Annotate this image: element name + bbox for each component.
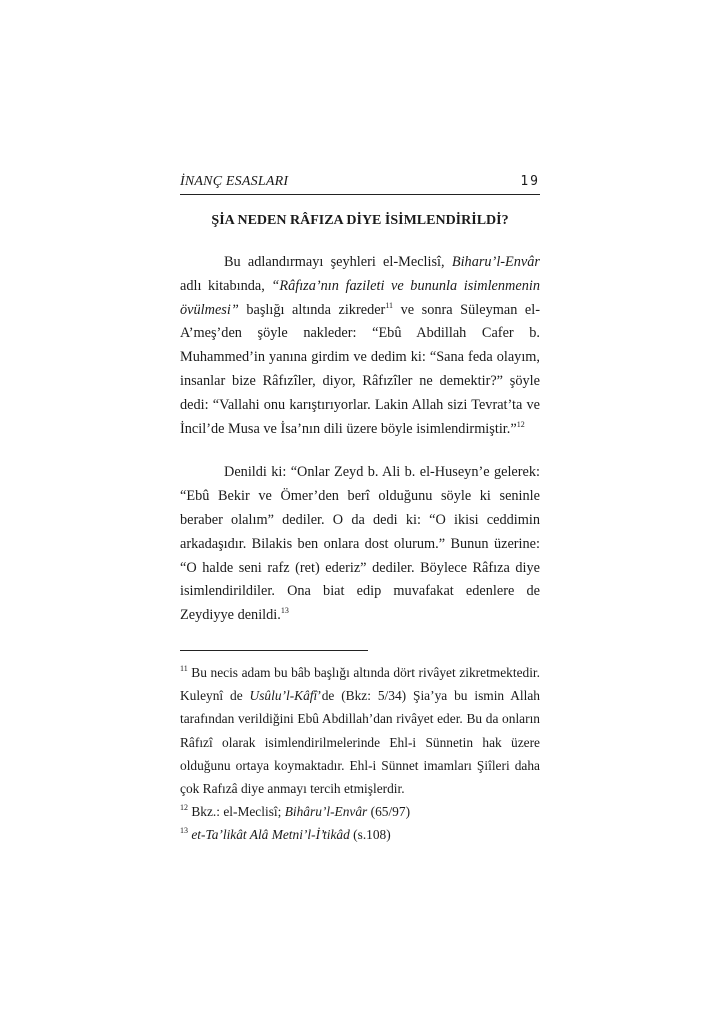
- page-number: 19: [520, 174, 540, 189]
- p1-text-c: adlı kitabında,: [180, 277, 272, 294]
- footnote-11-text-a: Bu necis adam bu bâb başlığı altında dört rivâyet zikretmektedir. Kuleynî de: [180, 664, 540, 704]
- footnote-12-text-a: Bkz.: el-Meclisî;: [188, 804, 285, 820]
- footnote-12: [180, 800, 540, 823]
- footnote-11-book: Usûlu’l-Kâfî: [249, 688, 318, 704]
- p1-text-a: Bu adlandırmayı şeyhleri el-Meclisî,: [224, 254, 452, 270]
- p2-text: Denildi ki: “Onlar Zeyd b. Ali b. el-Huseyn’e gelerek: “Ebû Bekir ve Ömer’den berî olduğunu söyle ki seninle beraber olalım” dediler. O da dedi ki: “O ikisi ceddimin arkadaşıdır. Bilakis ben onlara dost olurum.” Bunun üzerine: “O halde seni rafz (ret) ederiz” dediler. Böylece Râfıza diye isimlendirildiler. Ona biat edip muvafakat edenlere de Zeydiyye denildi.: [180, 464, 540, 624]
- paragraph-2: [180, 461, 540, 628]
- footnote-12-text-c: (65/97): [367, 804, 411, 820]
- book-page: [180, 174, 540, 847]
- footnote-13: [180, 823, 540, 846]
- footnote-11-text-c: ’de (Bkz: 5/34) Şia’ya bu ismin Allah tarafından verildiğini Ebû Abdillah’dan rivâyet eder. Bu da onların Râfızî olarak isimlendirilmelerinde Ehl-i Sünnetin hak üzere olduğunu ortaya koymaktadır. Ehl-i Sünnet imamları Şiîleri daha çok Rafızâ diye anmayı tercih etmişlerdir.: [180, 688, 540, 796]
- running-title: İNANÇ ESASLARI: [180, 174, 289, 189]
- footnote-ref-11[interactable]: 11: [385, 300, 394, 310]
- footnote-11-number: 11: [180, 663, 188, 673]
- section-heading: ŞİA NEDEN RÂFIZA DİYE İSİMLENDİRİLDİ?: [211, 213, 509, 228]
- paragraph-1: [180, 251, 540, 441]
- footnote-12-book: Bihâru’l-Envâr: [284, 804, 368, 820]
- footnote-ref-13[interactable]: 13: [280, 606, 289, 616]
- footnote-11: [180, 661, 540, 800]
- footnote-13-number: 13: [180, 826, 188, 836]
- footnote-12-number: 12: [180, 803, 188, 813]
- p1-chapter-title: “Râfıza’nın fazileti ve bununla isimlenmenin övülmesi”: [180, 277, 540, 318]
- footnote-13-book: et-Ta’likât Alâ Metni’l-İ’tikâd: [191, 827, 350, 843]
- p1-text-g: ve sonra Süleyman el-A’meş’den şöyle nakleder: “Ebû Abdillah Cafer b. Muhammed’in yanına girdim ve dedim ki: “Sana feda olayım, insanlar bize Râfızîler, diyor, Râfızîler ne demektir?” şöyle dedi: “Vallahi onu karıştırıyorlar. Lakin Allah sizi Tevrat’ta ve İncil’de Musa ve İsa’nın dili üzere böyle isimlendirmiştir.”: [180, 301, 540, 437]
- footnote-ref-12[interactable]: 12: [516, 419, 525, 429]
- footnote-separator: [180, 650, 368, 651]
- p1-text-e: başlığı altında zikreder: [238, 301, 386, 318]
- running-header: [180, 174, 540, 195]
- p1-book-title: Biharu’l-Envâr: [451, 254, 540, 270]
- footnote-13-text-b: (s.108): [349, 827, 391, 843]
